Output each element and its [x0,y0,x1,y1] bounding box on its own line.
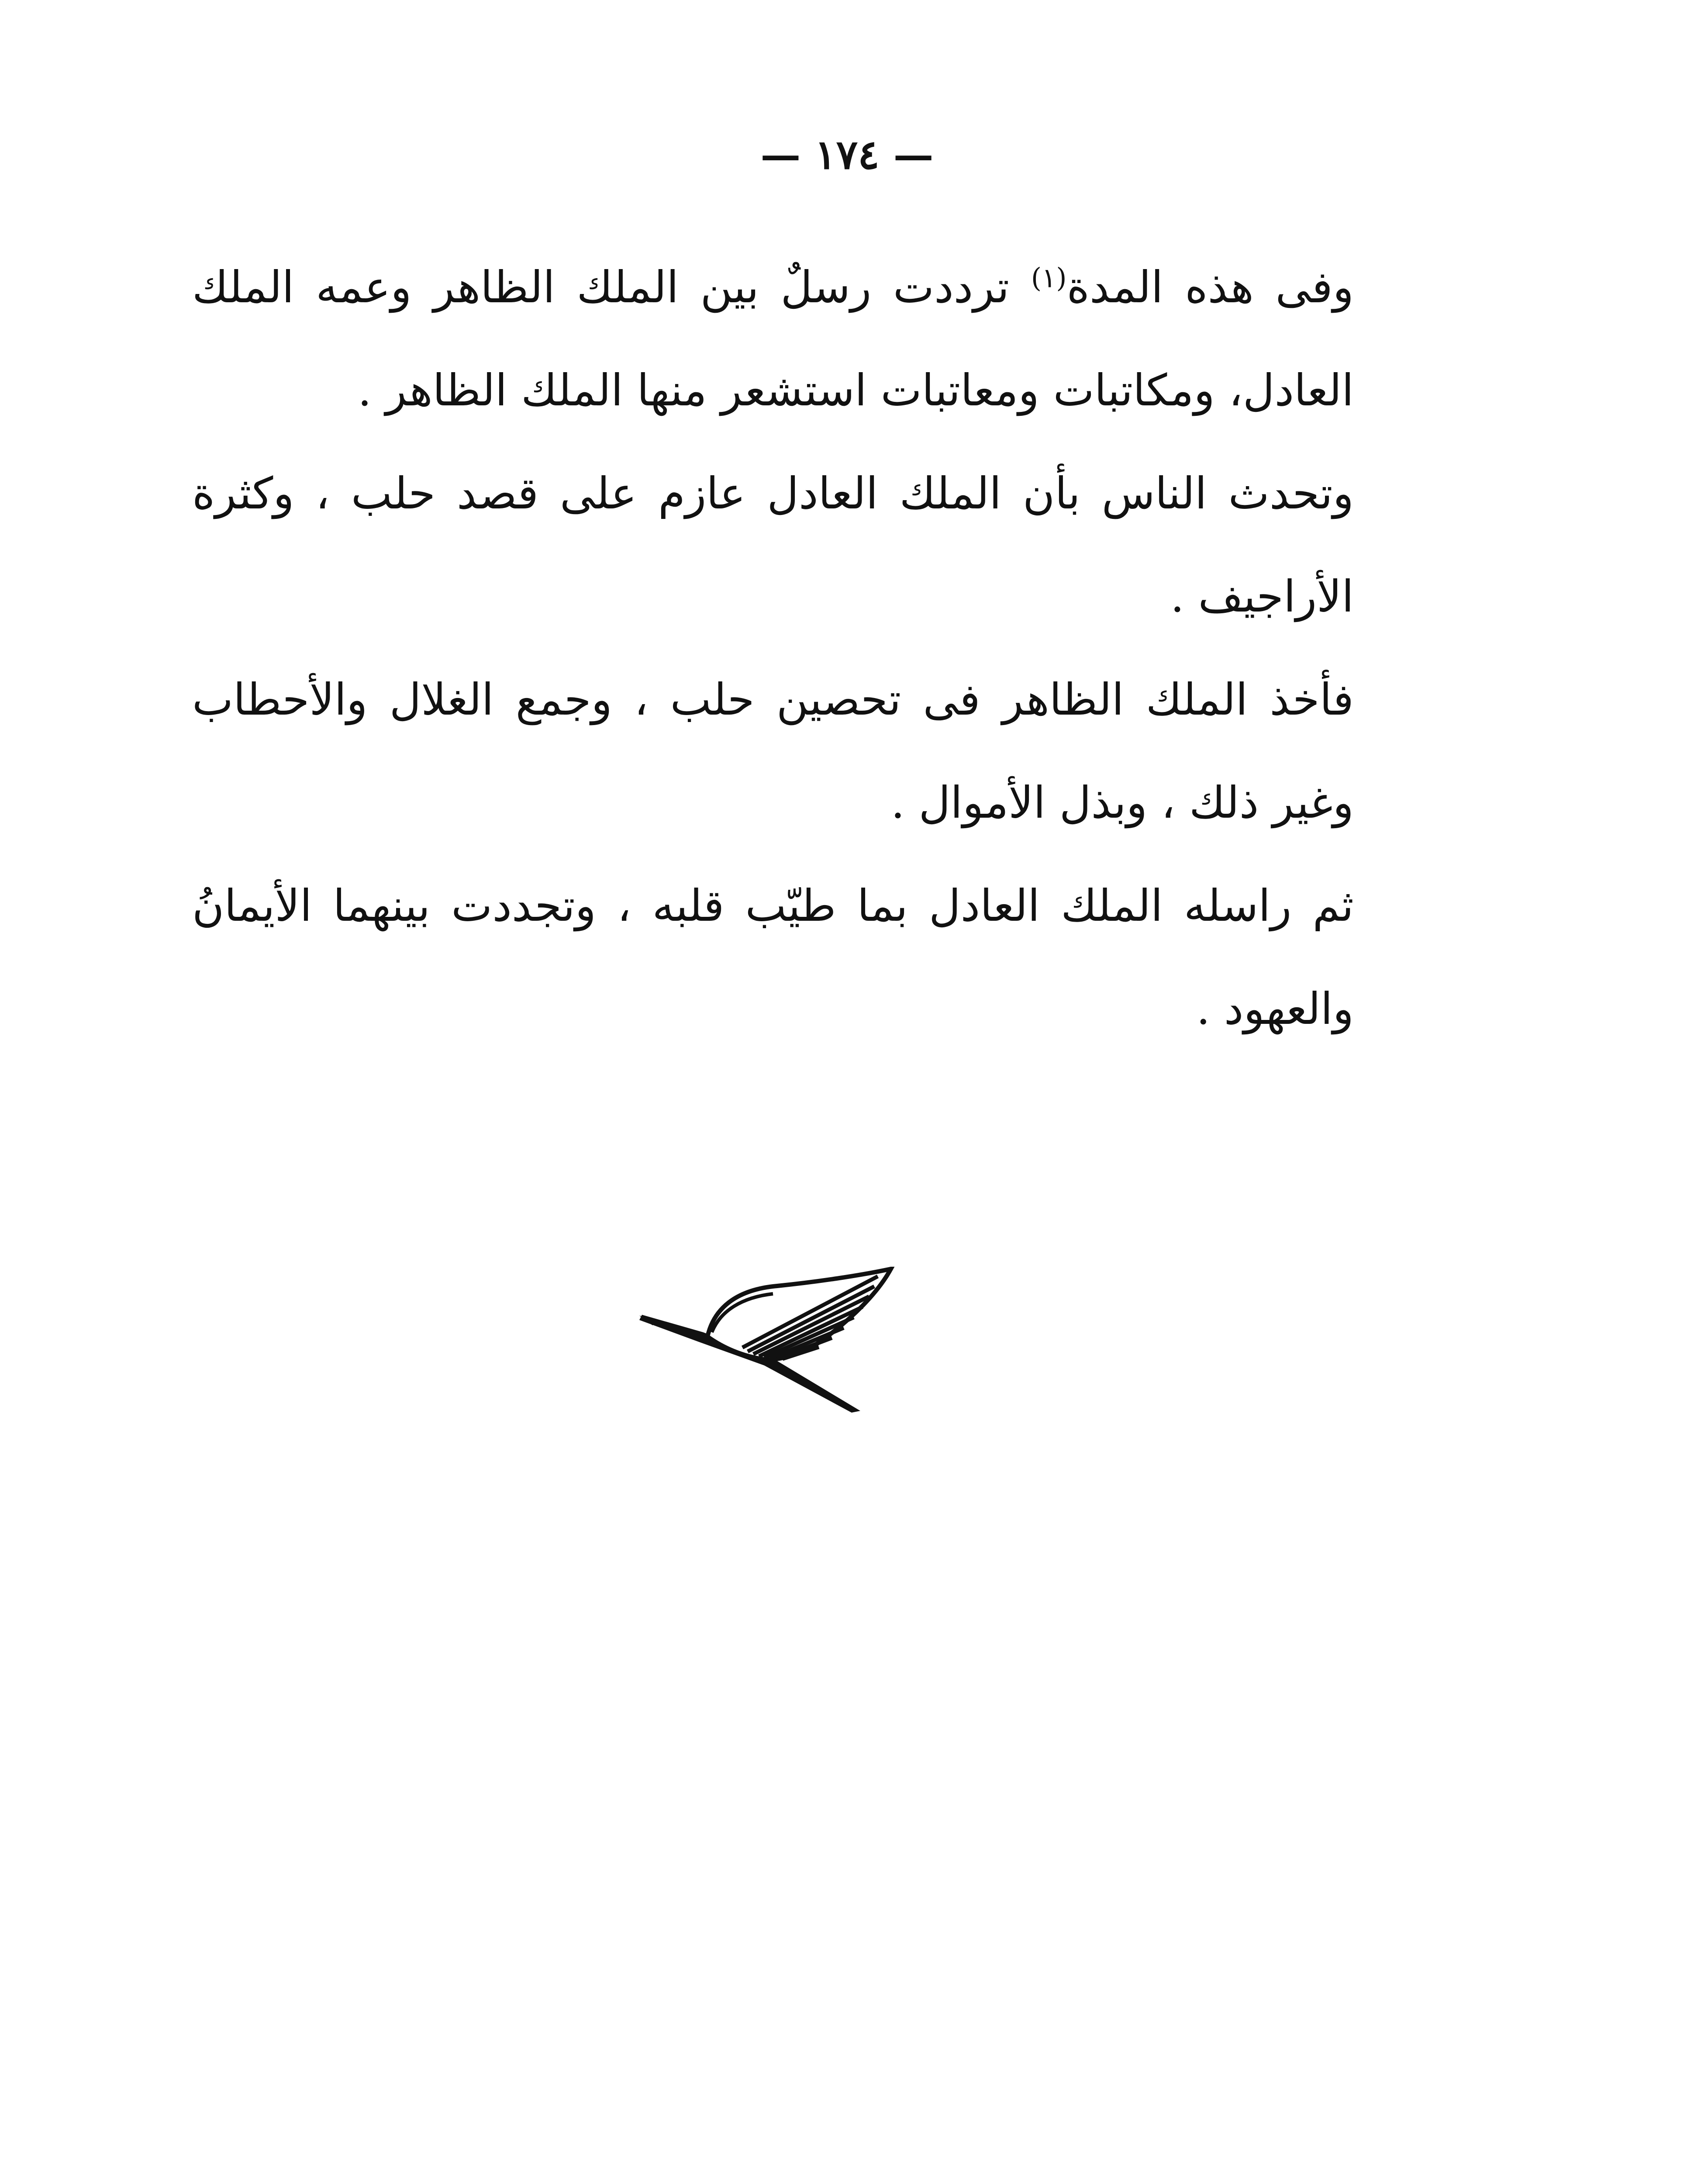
paragraph-1-start: وفى هذه المدة [1066,262,1354,313]
footnote-reference-mark: (١) [1031,262,1067,294]
paragraph-1-rest: ترددت رسلٌ بين الملك الظاهر وعمه الملك العادل، ومكاتبات ومعاتبات استشعر منها الملك الظاهر . [192,262,1354,416]
paragraph-1 [192,236,1354,442]
winged-quill-ornament-icon [633,1267,913,1424]
paragraph-4: ثم راسله الملك العادل بما طيّب قلبه ، وتجددت بينهما الأيمانُ والعهود . [192,880,1354,1034]
page-number: — ١٧٤ — [760,131,934,178]
paragraph-3: فأخذ الملك الظاهر فى تحصين حلب ، وجمع الغلال والأحطاب وغير ذلك ، وبذل الأموال . [192,674,1354,828]
main-text [192,236,1354,1061]
paragraph-2: وتحدث الناس بأن الملك العادل عازم على قصد حلب ، وكثرة الأراجيف . [192,468,1354,622]
